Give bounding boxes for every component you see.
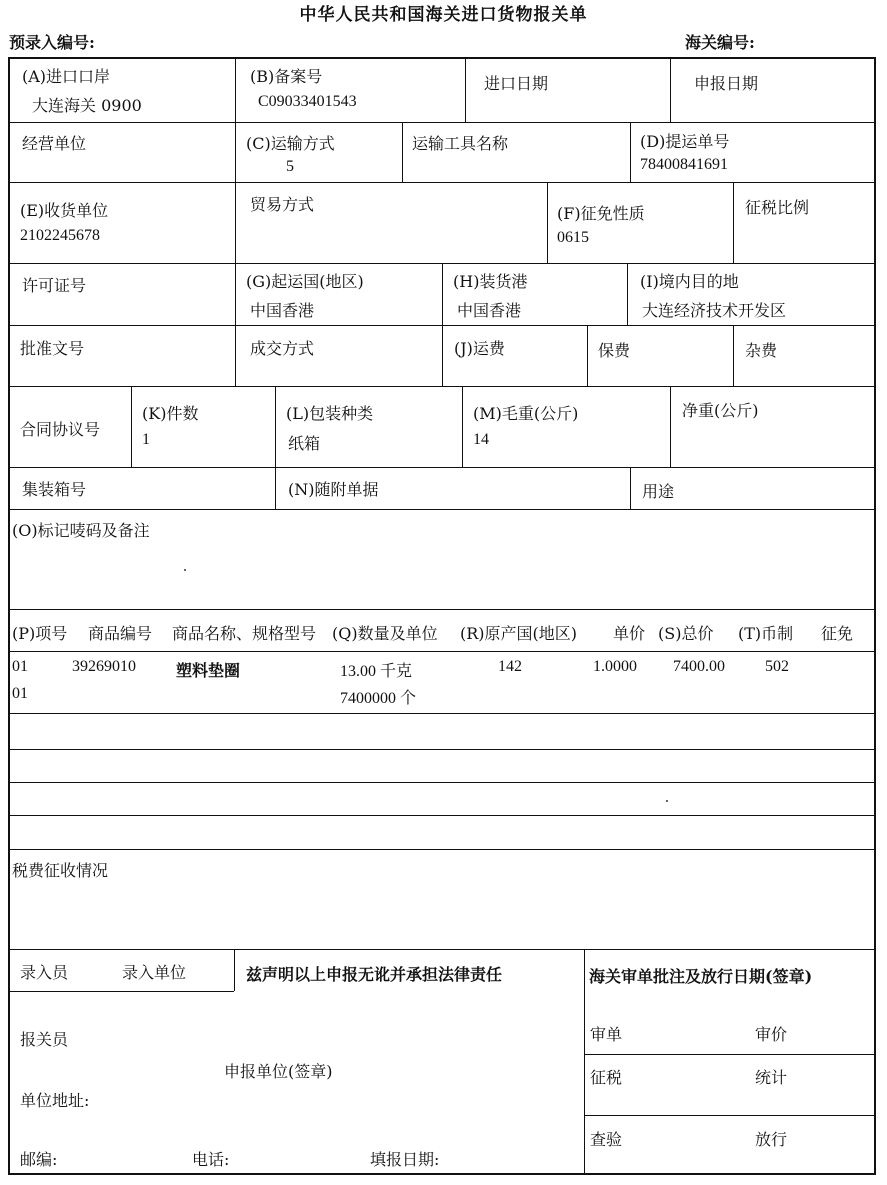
net-weight-label: 净重(公斤) [682, 401, 759, 420]
entry-clerk-label: 录入员 [20, 963, 69, 982]
goods-header-currency: (T)币制 [738, 624, 794, 643]
goods-quantity: 13.00 千克 [340, 663, 413, 680]
goods-header-total: (S)总价 [658, 624, 714, 643]
trade-mode-label: 贸易方式 [250, 195, 315, 214]
customs-broker-label: 报关员 [20, 1030, 69, 1049]
origin-country-label: (G)起运国(地区) [246, 272, 364, 291]
bill-of-lading-value: 78400841691 [640, 156, 728, 173]
goods-header-origin: (R)原产国(地区) [460, 624, 578, 643]
consignee-label: (E)收货单位 [20, 201, 109, 220]
loading-port-value: 中国香港 [457, 301, 522, 320]
goods-header-item: (P)项号 [12, 624, 68, 643]
gross-weight-label: (M)毛重(公斤) [473, 404, 579, 423]
goods-header-levy: 征免 [821, 624, 854, 643]
transport-mode-label: (C)运输方式 [246, 134, 335, 153]
form-title: 中华人民共和国海关进口货物报关单 [299, 5, 588, 25]
declaration-statement: 兹声明以上申报无讹并承担法律责任 [246, 965, 503, 984]
goods-item-number: 01 [12, 658, 28, 675]
goods-quantity-2: 7400000 个 [340, 690, 417, 707]
vehicle-name-label: 运输工具名称 [412, 134, 509, 153]
contract-number-label: 合同协议号 [20, 420, 101, 439]
gross-weight-value: 14 [473, 431, 489, 448]
insurance-label: 保费 [598, 341, 631, 360]
tax-collection-label: 税费征收情况 [12, 861, 109, 880]
domestic-destination-value: 大连经济技术开发区 [642, 301, 787, 320]
misc-fee-label: 杂费 [745, 341, 778, 360]
statistics-label: 统计 [755, 1068, 788, 1087]
goods-header-code: 商品编号 [88, 624, 153, 643]
license-number-label: 许可证号 [22, 276, 87, 295]
fill-date-label: 填报日期: [370, 1150, 440, 1169]
container-number-label: 集装箱号 [22, 480, 87, 499]
record-number-value: C09033401543 [258, 93, 357, 110]
approval-number-label: 批准文号 [20, 339, 85, 358]
declaration-date-label: 申报日期 [694, 74, 759, 93]
unit-address-label: 单位地址: [20, 1091, 90, 1110]
tax-ratio-label: 征税比例 [745, 198, 810, 217]
pre-entry-number-label: 预录入编号: [9, 33, 95, 52]
price-review-label: 审价 [755, 1025, 788, 1044]
declaring-unit-seal-label: 申报单位(签章) [224, 1062, 333, 1081]
package-count-value: 1 [142, 431, 150, 448]
phone-label: 电话: [192, 1150, 230, 1169]
entry-unit-label: 录入单位 [122, 963, 187, 982]
loading-port-label: (H)装货港 [453, 272, 528, 291]
declaration-form [8, 57, 876, 1175]
domestic-destination-label: (I)境内目的地 [640, 272, 739, 291]
levy-label: 征税 [590, 1068, 623, 1087]
customs-number-label: 海关编号: [685, 33, 755, 52]
usage-label: 用途 [642, 482, 675, 501]
attached-documents-label: (N)随附单据 [288, 480, 379, 499]
goods-header-name: 商品名称、规格型号 [172, 624, 317, 643]
consignee-value: 2102245678 [20, 227, 100, 244]
goods-item-number-2: 01 [12, 685, 28, 702]
package-type-value: 纸箱 [288, 434, 321, 453]
import-port-label: (A)进口口岸 [22, 67, 111, 86]
inspection-label: 查验 [590, 1130, 623, 1149]
marks-remarks-label: (O)标记唛码及备注 [12, 521, 150, 540]
package-count-label: (K)件数 [142, 404, 199, 423]
goods-header-quantity: (Q)数量及单位 [332, 624, 438, 643]
levy-nature-label: (F)征免性质 [557, 204, 645, 223]
goods-name: 塑料垫圈 [176, 661, 241, 680]
transport-mode-value: 5 [286, 158, 294, 175]
goods-currency: 502 [765, 658, 789, 675]
release-label: 放行 [755, 1130, 788, 1149]
deal-mode-label: 成交方式 [250, 339, 315, 358]
goods-origin: 142 [498, 658, 522, 675]
goods-header-unit-price: 单价 [613, 624, 646, 643]
customs-approval-title: 海关审单批注及放行日期(签章) [589, 967, 813, 986]
origin-country-value: 中国香港 [250, 301, 315, 320]
levy-nature-value: 0615 [557, 229, 589, 246]
import-port-value: 大连海关 0900 [32, 96, 142, 115]
freight-label: (J)运费 [454, 339, 505, 358]
package-type-label: (L)包装种类 [286, 404, 374, 423]
record-number-label: (B)备案号 [250, 67, 323, 86]
review-label: 审单 [590, 1025, 623, 1044]
goods-total-price: 7400.00 [673, 658, 725, 675]
operating-unit-label: 经营单位 [22, 134, 87, 153]
goods-unit-price: 1.0000 [593, 658, 637, 675]
goods-code: 39269010 [72, 658, 136, 675]
bill-of-lading-label: (D)提运单号 [640, 132, 730, 151]
postcode-label: 邮编: [20, 1150, 58, 1169]
import-date-label: 进口日期 [484, 74, 549, 93]
